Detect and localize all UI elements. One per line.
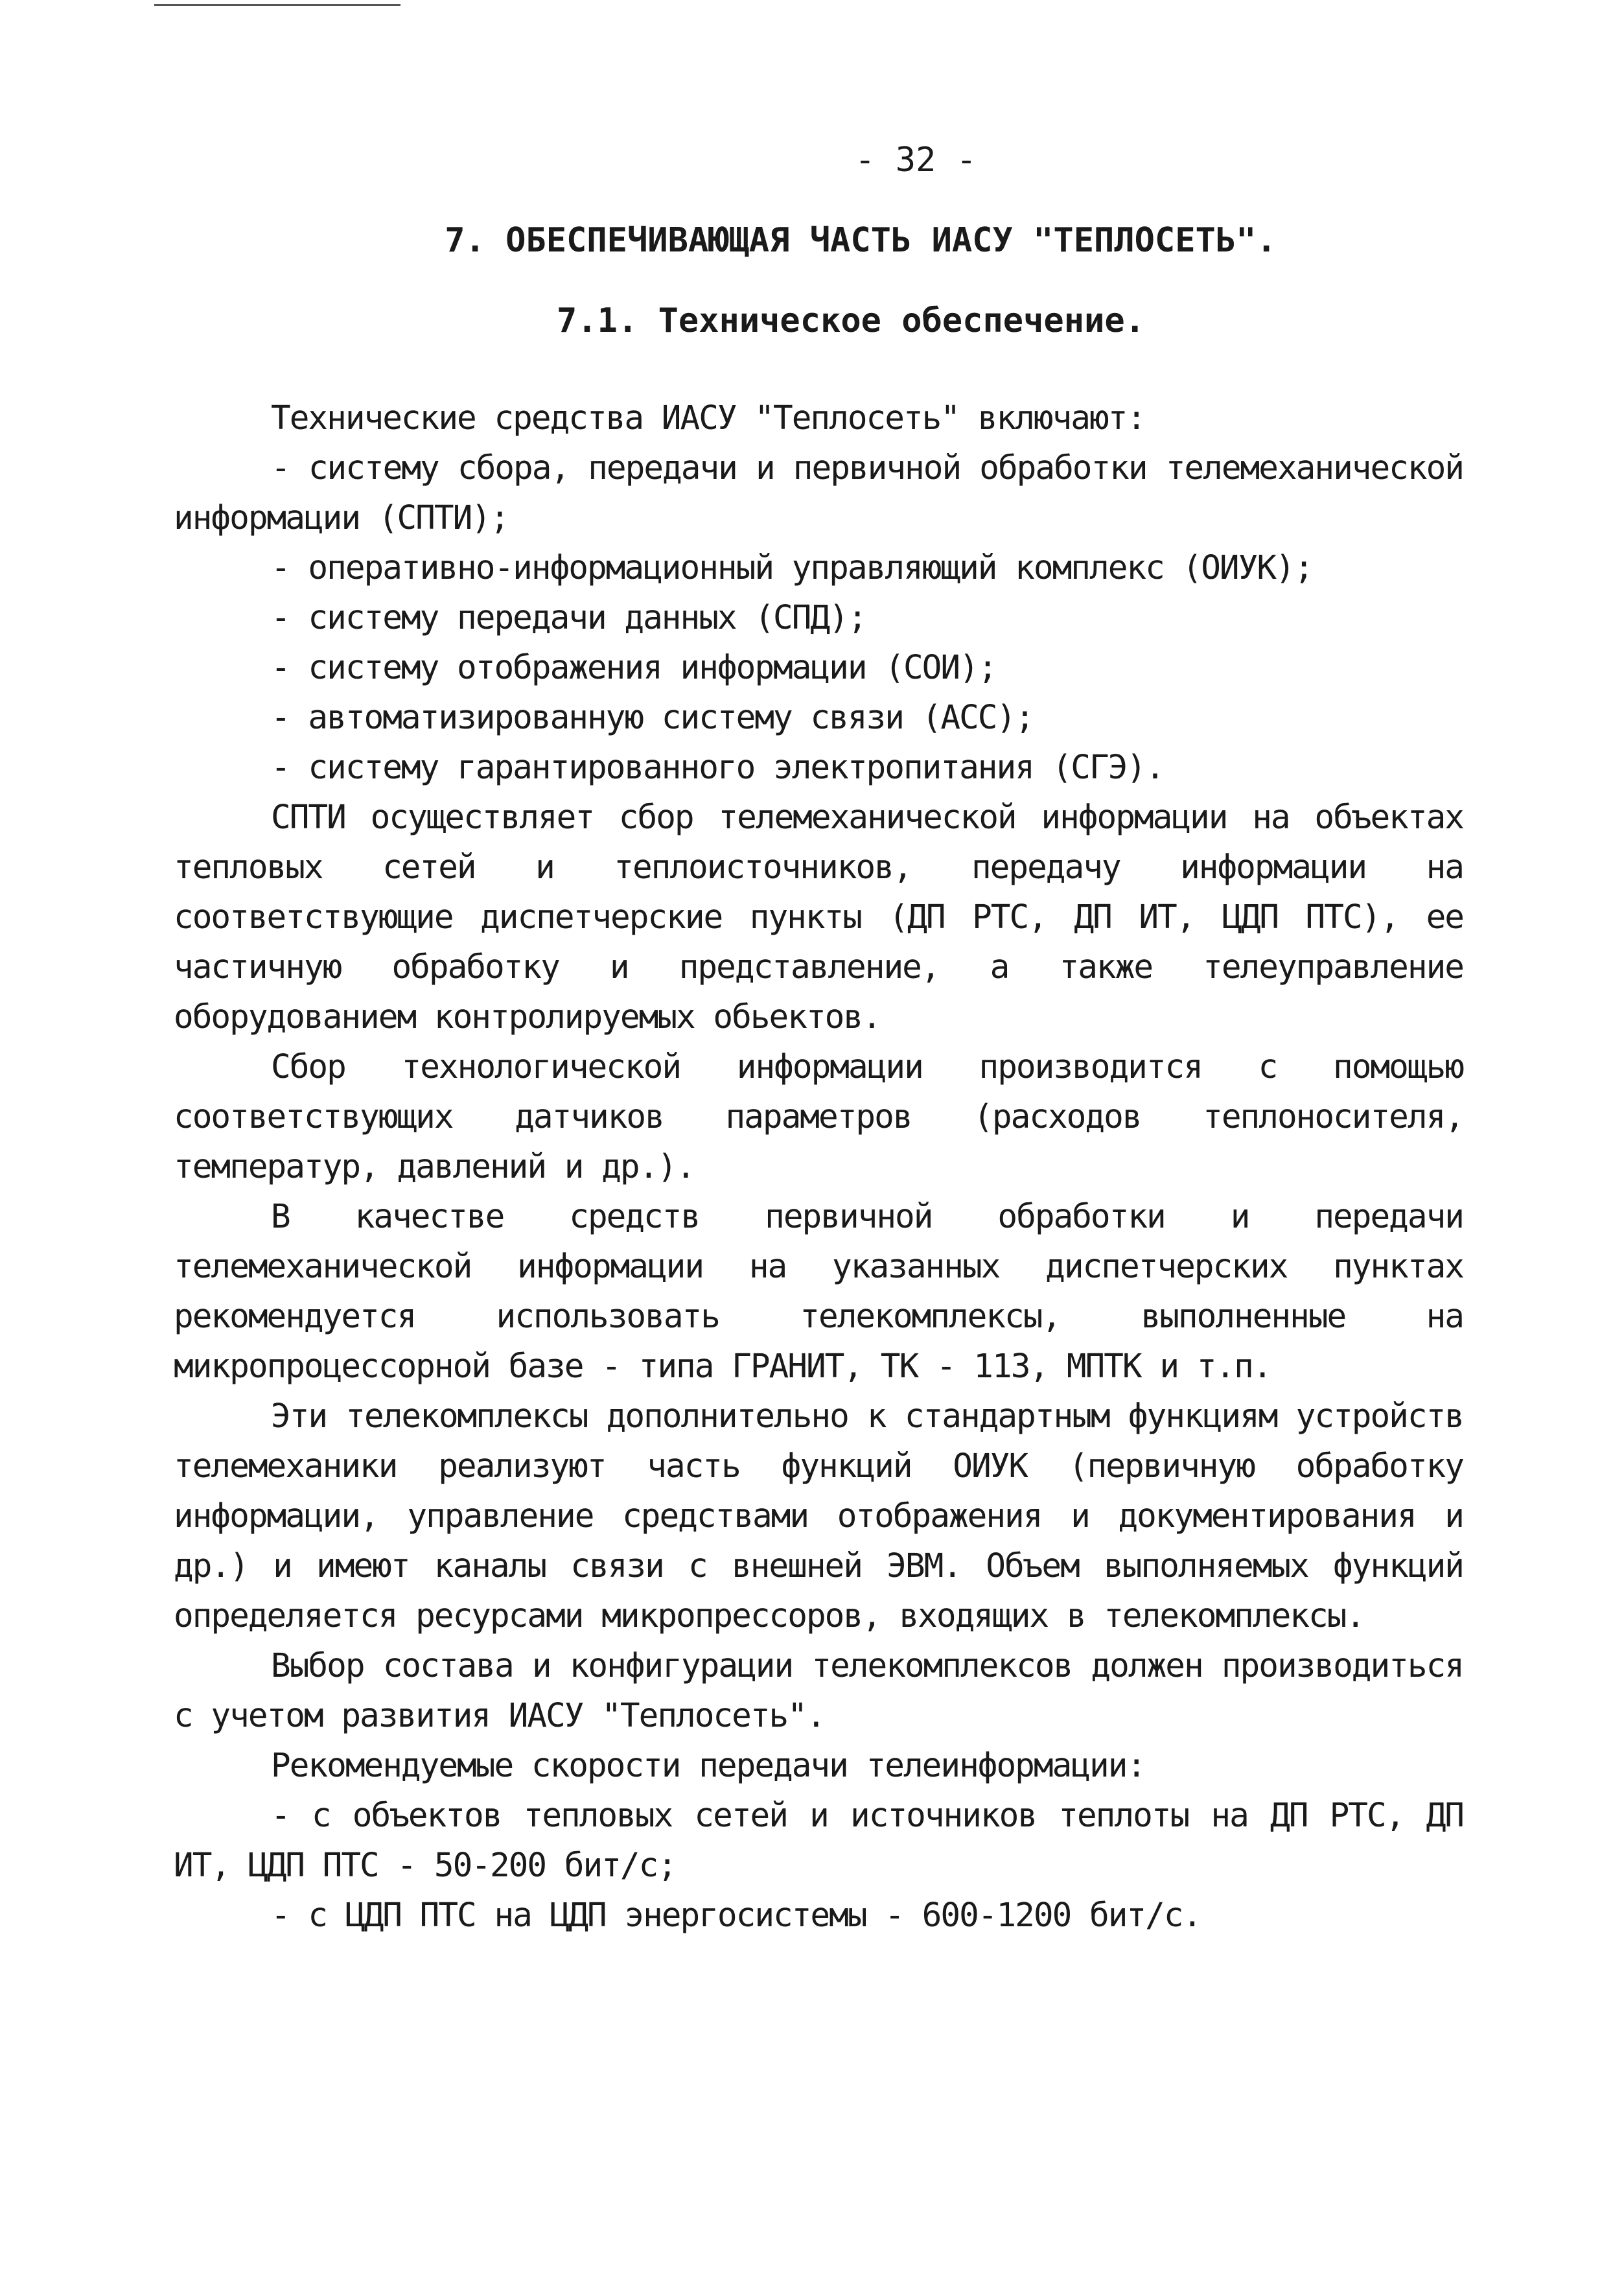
- component-item: - автоматизированную систему связи (АСС);: [271, 699, 1034, 737]
- component-item: - систему сбора, передачи и первичной обработки телемеханической информации (СПТИ);: [174, 449, 1463, 537]
- top-rule: [154, 4, 400, 6]
- speed-item: - с ЦДП ПТС на ЦДП энергосистемы - 600-1200 бит/с.: [271, 1896, 1201, 1935]
- subsection-title: 7.1. Техническое обеспечение.: [557, 301, 1145, 340]
- collection-paragraph: Сбор технологической информации производится с помощью соответствующих датчиков параметров (расходов теплоносителя, температур, давлений и др.).: [174, 1048, 1463, 1186]
- speeds-intro-paragraph: Рекомендуемые скорости передачи телеинформации:: [271, 1747, 1146, 1785]
- section-title: 7. ОБЕСПЕЧИВАЮЩАЯ ЧАСТЬ ИАСУ "ТЕПЛОСЕТЬ".: [445, 221, 1277, 260]
- component-item: - систему гарантированного электропитания (СГЭ).: [271, 749, 1164, 787]
- document-page: [174, 139, 1463, 1941]
- component-item: - оперативно-информационный управляющий комплекс (ОИУК);: [271, 549, 1313, 587]
- page-number: - 32 -: [855, 141, 977, 180]
- component-item: - систему отображения информации (СОИ);: [271, 649, 997, 687]
- telecomplexes-paragraph: Эти телекомплексы дополнительно к стандартным функциям устройств телемеханики реализуют часть функций ОИУК (первичную обработку информации, управление средствами отображения и документирования и др.) и имеют каналы связи с внешней ЭВМ. Объем выполняемых функций определяется ресурсами микропрессоров, входящих в телекомплексы.: [174, 1397, 1463, 1635]
- intro-paragraph: Технические средства ИАСУ "Теплосеть" включают:: [271, 399, 1146, 437]
- component-item: - систему передачи данных (СПД);: [271, 599, 866, 637]
- spti-paragraph: СПТИ осуществляет сбор телемеханической информации на объектах тепловых сетей и теплоисточников, передачу информации на соответствующие диспетчерские пункты (ДП РТС, ДП ИТ, ЦДП ПТС), ее частичную обработку и представление, а также телеуправление оборудованием контролируемых обьектов.: [174, 799, 1463, 1036]
- speed-item: - с объектов тепловых сетей и источников теплоты на ДП РТС, ДП ИТ, ЦДП ПТС - 50-200 бит/с;: [174, 1797, 1463, 1885]
- configuration-paragraph: Выбор состава и конфигурации телекомплексов должен производиться с учетом развития ИАСУ "Теплосеть".: [174, 1647, 1463, 1735]
- body-text: [174, 393, 1463, 1941]
- means-paragraph: В качестве средств первичной обработки и передачи телемеханической информации на указанных диспетчерских пунктах рекомендуется использовать телекомплексы, выполненные на микропроцессорной базе - типа ГРАНИТ, ТК - 113, МПТК и т.п.: [174, 1198, 1463, 1386]
